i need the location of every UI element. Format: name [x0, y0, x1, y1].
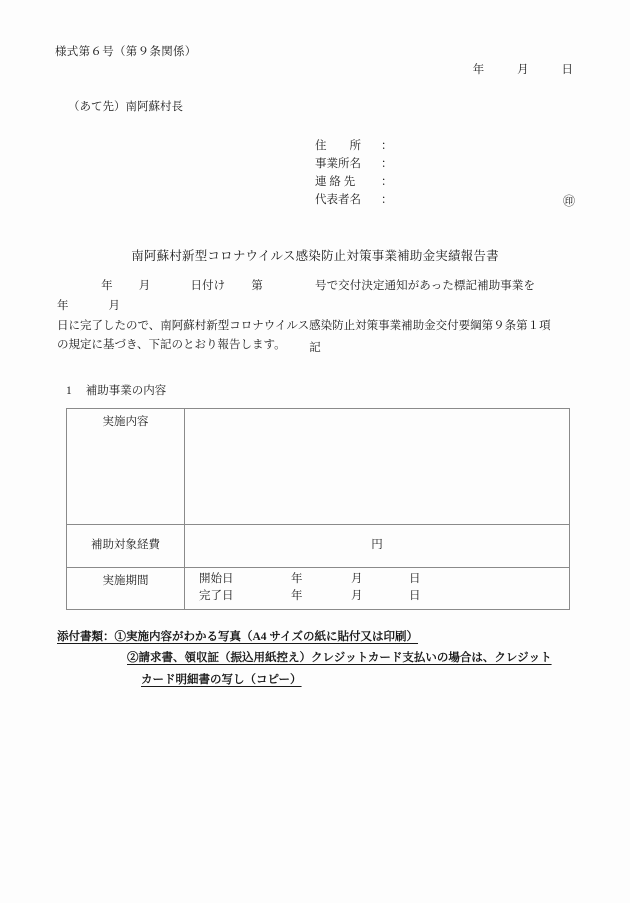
period-end-day: 日: [409, 589, 421, 602]
table-row: [67, 525, 570, 568]
period-start-year: 年: [291, 573, 303, 585]
period-end-year: 年: [291, 589, 303, 602]
row-value-subsidized-cost[interactable]: [185, 525, 570, 568]
period-fields: [185, 568, 569, 606]
body-line2: 日に完了したので、南阿蘇村新型コロナウイルス感染防止対策事業補助金交付要綱第９条第１項: [57, 319, 551, 332]
body-year2: 年: [57, 299, 69, 312]
applicant-address-colon: ：: [381, 140, 393, 152]
row-value-implementation[interactable]: [185, 409, 570, 525]
addressee: （あて先）南阿蘇村長: [68, 101, 183, 113]
header-date-day: 日: [561, 64, 573, 76]
period-end-month: 月: [351, 589, 363, 602]
body-line3: の規定に基づき、下記のとおり報告します。: [57, 339, 286, 352]
body-year1: 年: [101, 280, 113, 292]
attachment-line-2: ②請求書、領収証（振込用紙控え）クレジットカード支払いの場合は、クレジット: [127, 652, 552, 665]
body-number-suffix: 号で交付決定通知があった標記補助事業を: [314, 280, 536, 292]
period-start-row: [199, 571, 569, 588]
applicant-address-row: [315, 138, 393, 156]
section-number: 1: [66, 385, 72, 397]
period-end-row: [199, 588, 569, 605]
body-number-prefix: 第: [251, 280, 263, 292]
header-date-month: 月: [517, 64, 529, 76]
attachment-line-3: カード明細書の写し（コピー）: [141, 673, 302, 686]
form-number: 様式第６号（第９条関係）: [55, 46, 197, 58]
applicant-office-label: 事業所名: [315, 158, 361, 170]
attachments-section: [57, 627, 577, 691]
row-label-implementation: 実施内容: [67, 409, 185, 525]
row-value-period[interactable]: [185, 568, 570, 610]
body-day-suffix: 日付け: [190, 280, 226, 292]
applicant-office-colon: ：: [381, 158, 393, 170]
row-label-subsidized-cost: 補助対象経費: [67, 525, 185, 568]
section-title: 補助事業の内容: [85, 385, 167, 397]
applicant-contact-colon: ：: [381, 176, 393, 188]
applicant-representative-label: 代表者名: [315, 194, 361, 206]
period-start-day: 日: [409, 573, 421, 585]
period-start-label: 開始日: [199, 573, 234, 585]
report-table: [66, 408, 570, 610]
applicant-contact-label: 連 絡 先: [315, 176, 356, 188]
header-date-year: 年: [472, 64, 485, 76]
applicant-representative-row: [315, 192, 393, 210]
applicant-office-row: [315, 156, 393, 174]
header-date-line: [473, 62, 573, 80]
body-month1: 月: [138, 280, 151, 292]
currency-unit: 円: [371, 539, 383, 551]
period-start-month: 月: [351, 573, 363, 585]
attachment-line-1: 添付書類：①実施内容がわかる写真（A4 サイズの紙に貼付又は印刷）: [57, 631, 419, 643]
section-heading: [66, 383, 166, 401]
table-row: [67, 568, 570, 610]
table-row: [67, 409, 570, 525]
body-month2: 月: [108, 299, 120, 312]
applicant-address-label: 住 所: [315, 140, 361, 152]
applicant-block: [315, 138, 576, 210]
row-label-period: 実施期間: [67, 568, 185, 610]
period-end-label: 完了日: [199, 589, 234, 602]
page-title: 南阿蘇村新型コロナウイルス感染防止対策事業補助金実績報告書: [131, 249, 499, 263]
seal-icon: ㊞: [563, 194, 576, 208]
applicant-contact-row: [315, 174, 393, 192]
kiji-marker: 記: [309, 342, 321, 354]
applicant-representative-colon: ：: [381, 194, 393, 206]
